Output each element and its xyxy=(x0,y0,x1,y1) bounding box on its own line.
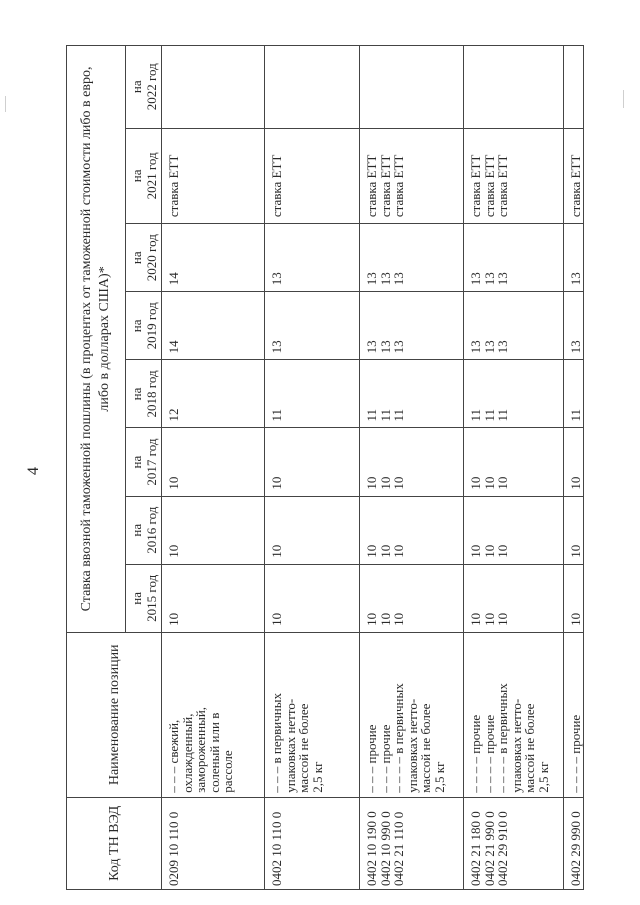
rate-value: 14 xyxy=(166,340,181,354)
rate-cell xyxy=(464,46,564,129)
table-row xyxy=(265,46,360,890)
year-column-header xyxy=(126,564,162,632)
rate-value xyxy=(365,46,379,122)
rate-value xyxy=(496,46,510,122)
rate-value: ставка ЕТТ xyxy=(495,154,510,218)
scan-edge-mark xyxy=(623,90,624,108)
item-name-line: – – – прочие xyxy=(377,724,393,793)
rate-value: 13 xyxy=(377,272,393,286)
year-prefix: на xyxy=(128,591,144,605)
rate-value: 10 xyxy=(269,544,284,558)
rate-cell xyxy=(265,428,360,496)
rate-value: 13 xyxy=(377,340,393,354)
rate-cell xyxy=(360,292,464,360)
rate-value: 10 xyxy=(391,612,406,626)
item-name-line: замороженный, xyxy=(193,706,208,793)
rate-value: 10 xyxy=(468,544,483,558)
rate-value xyxy=(483,46,497,122)
rate-value: 13 xyxy=(481,340,497,354)
rate-value: 10 xyxy=(495,544,510,558)
rate-cell xyxy=(162,128,265,224)
rate-cell xyxy=(265,46,360,129)
year-prefix: на xyxy=(128,523,144,537)
item-name-line: массой не более xyxy=(296,703,311,793)
scan-edge-mark xyxy=(5,96,6,112)
rate-value: 13 xyxy=(269,340,284,354)
page-number: 4 xyxy=(25,467,42,475)
rate-cell xyxy=(360,360,464,428)
tariff-code: 0402 29 990 0 xyxy=(568,811,583,886)
year-prefix: на xyxy=(128,319,144,333)
rate-cell xyxy=(564,128,584,224)
rate-value: 10 xyxy=(391,476,406,490)
rate-cell xyxy=(360,564,464,632)
year-prefix: на xyxy=(128,455,144,469)
year-label: 2016 год xyxy=(143,506,159,554)
item-name-line: упаковках нетто- xyxy=(282,698,298,793)
rate-value xyxy=(569,46,583,122)
rate-cell xyxy=(162,360,265,428)
rate-value xyxy=(379,46,393,122)
name-cell xyxy=(265,632,360,797)
rate-value: 11 xyxy=(269,408,284,422)
item-name-line: – – – свежий, xyxy=(166,719,181,793)
code-cell xyxy=(265,797,360,889)
rate-cell xyxy=(464,496,564,564)
rate-value: 13 xyxy=(495,340,510,354)
rate-value: 10 xyxy=(166,612,181,626)
rate-value: 11 xyxy=(468,408,483,422)
rate-value: ставка ЕТТ xyxy=(377,154,393,218)
rate-cell xyxy=(564,360,584,428)
rate-cell xyxy=(265,564,360,632)
rate-value xyxy=(469,46,483,122)
item-name-line: – – – – в первичных xyxy=(391,683,406,793)
item-name-line: соленый или в xyxy=(206,712,222,793)
rate-value: 11 xyxy=(364,408,379,422)
year-column-header xyxy=(126,360,162,428)
rate-value xyxy=(167,46,181,122)
tariff-code: 0209 10 110 0 xyxy=(166,811,181,886)
table-row xyxy=(564,46,584,890)
rate-value: 10 xyxy=(481,612,497,626)
year-column-header xyxy=(126,496,162,564)
rate-cell xyxy=(564,46,584,129)
rate-cell xyxy=(360,224,464,292)
rate-cell xyxy=(564,292,584,360)
rate-value: 10 xyxy=(568,544,583,558)
year-label: 2017 год xyxy=(143,438,159,486)
rate-cell xyxy=(464,224,564,292)
rate-value: 10 xyxy=(468,612,483,626)
tariff-code: 0402 10 990 0 xyxy=(377,811,393,886)
rate-value: 13 xyxy=(391,272,406,286)
rate-value: 10 xyxy=(391,544,406,558)
year-label: 2022 год xyxy=(143,63,159,111)
year-column-header xyxy=(126,128,162,224)
rate-value: 10 xyxy=(269,612,284,626)
year-column-header xyxy=(126,46,162,129)
year-prefix: на xyxy=(128,251,144,265)
rate-cell xyxy=(265,128,360,224)
tariff-code: 0402 10 110 0 xyxy=(269,811,284,886)
rate-value: 10 xyxy=(364,544,379,558)
item-name-line: – – – – в первичных xyxy=(495,683,510,793)
rate-cell xyxy=(162,564,265,632)
year-label: 2019 год xyxy=(143,302,159,350)
rate-value: ставка ЕТТ xyxy=(269,154,284,218)
rate-value: 10 xyxy=(166,544,181,558)
rate-cell xyxy=(265,292,360,360)
rate-cell xyxy=(564,224,584,292)
year-column-header xyxy=(126,292,162,360)
rate-value: 10 xyxy=(364,612,379,626)
rate-value: 13 xyxy=(391,340,406,354)
item-name-line: – – – прочие xyxy=(364,724,379,793)
rate-value: 13 xyxy=(568,272,583,286)
rate-value: 10 xyxy=(495,476,510,490)
year-label: 2021 год xyxy=(143,152,159,200)
rate-cell xyxy=(265,496,360,564)
rate-cell xyxy=(162,428,265,496)
year-label: 2020 год xyxy=(143,234,159,282)
code-cell xyxy=(564,797,584,889)
year-prefix: на xyxy=(128,387,144,401)
rate-value: ставка ЕТТ xyxy=(364,154,379,218)
rate-value xyxy=(270,46,284,122)
rate-value: 14 xyxy=(166,272,181,286)
rate-value: 11 xyxy=(568,408,583,422)
rate-cell xyxy=(360,428,464,496)
rate-value: 13 xyxy=(468,272,483,286)
rate-value: 11 xyxy=(377,408,393,422)
rate-cell xyxy=(162,46,265,129)
rate-value: ставка ЕТТ xyxy=(481,154,497,218)
year-column-header xyxy=(126,224,162,292)
rotated-sheet xyxy=(66,45,583,890)
item-name-line: – – – – прочие xyxy=(468,714,483,793)
table-row xyxy=(464,46,564,890)
code-cell xyxy=(360,797,464,889)
item-name-line: массой не более xyxy=(418,703,433,793)
name-cell xyxy=(464,632,564,797)
rate-value: 10 xyxy=(495,612,510,626)
rate-value: 10 xyxy=(166,476,181,490)
rate-value: 10 xyxy=(481,476,497,490)
rate-column-header: Ставка ввозной таможенной пошлины (в процентах от таможенной стоимости либо в евро, либо в долларах США)* xyxy=(67,46,126,633)
item-name-line: охлажденный, xyxy=(179,713,195,793)
rate-cell xyxy=(360,46,464,129)
rate-cell xyxy=(464,360,564,428)
item-name-line: рассоле xyxy=(220,750,235,793)
rate-value: 13 xyxy=(468,340,483,354)
rate-cell xyxy=(265,224,360,292)
name-cell xyxy=(162,632,265,797)
tariff-code: 0402 10 190 0 xyxy=(364,811,379,886)
rate-value: 13 xyxy=(364,340,379,354)
rate-value: 10 xyxy=(468,476,483,490)
code-column-header: Код ТН ВЭД xyxy=(67,797,162,889)
rate-cell xyxy=(564,564,584,632)
rate-value: 11 xyxy=(495,408,510,422)
rate-value: 13 xyxy=(269,272,284,286)
rate-cell xyxy=(162,496,265,564)
rate-cell xyxy=(265,360,360,428)
rate-value: 11 xyxy=(391,408,406,422)
name-cell xyxy=(360,632,464,797)
tariff-code: 0402 21 110 0 xyxy=(391,811,406,886)
item-name-line: массой не более xyxy=(522,703,537,793)
rate-cell xyxy=(564,496,584,564)
rate-cell xyxy=(464,128,564,224)
tariff-code: 0402 21 180 0 xyxy=(468,811,483,886)
item-name-line: 2,5 кг xyxy=(431,761,447,793)
rate-value xyxy=(392,46,406,122)
rate-value: 13 xyxy=(568,340,583,354)
rate-value: 10 xyxy=(568,476,583,490)
item-name-line: упаковках нетто- xyxy=(404,698,420,793)
rate-value: 10 xyxy=(364,476,379,490)
year-label: 2018 год xyxy=(143,370,159,418)
rate-cell xyxy=(464,428,564,496)
rate-value: 10 xyxy=(377,544,393,558)
name-column-header: Наименование позиции xyxy=(67,632,162,797)
name-cell xyxy=(564,632,584,797)
year-column-header xyxy=(126,428,162,496)
rate-cell xyxy=(464,564,564,632)
rate-cell xyxy=(564,428,584,496)
rate-value: ставка ЕТТ xyxy=(568,154,583,218)
rate-value: 13 xyxy=(364,272,379,286)
rate-cell xyxy=(360,128,464,224)
year-label: 2015 год xyxy=(143,574,159,622)
rate-value: 13 xyxy=(495,272,510,286)
rate-value: ставка ЕТТ xyxy=(391,154,406,218)
table-row xyxy=(360,46,464,890)
rate-value: 10 xyxy=(568,612,583,626)
item-name-line: – – – – прочие xyxy=(568,714,583,793)
tariff-code: 0402 29 910 0 xyxy=(495,811,510,886)
year-prefix: на xyxy=(128,80,144,94)
table-body xyxy=(162,46,584,890)
item-name-line: – – – в первичных xyxy=(269,693,284,793)
rate-value: 10 xyxy=(481,544,497,558)
rate-cell xyxy=(162,292,265,360)
rate-cell xyxy=(464,292,564,360)
rate-value: 13 xyxy=(481,272,497,286)
rate-value: ставка ЕТТ xyxy=(166,154,181,218)
year-prefix: на xyxy=(128,169,144,183)
rate-value: 10 xyxy=(377,612,393,626)
tariff-code: 0402 21 990 0 xyxy=(481,811,497,886)
rate-value: 11 xyxy=(481,408,497,422)
item-name-line: упаковках нетто- xyxy=(508,698,524,793)
rate-value: ставка ЕТТ xyxy=(468,154,483,218)
item-name-line: 2,5 кг xyxy=(535,761,551,793)
rate-value: 12 xyxy=(166,408,181,422)
item-name-line: 2,5 кг xyxy=(309,761,325,793)
code-cell xyxy=(464,797,564,889)
tariff-table xyxy=(66,45,584,890)
rate-value: 10 xyxy=(377,476,393,490)
item-name-line: – – – – прочие xyxy=(481,714,497,793)
code-cell xyxy=(162,797,265,889)
rate-cell xyxy=(162,224,265,292)
rate-cell xyxy=(360,496,464,564)
rate-value: 10 xyxy=(269,476,284,490)
table-row xyxy=(162,46,265,890)
